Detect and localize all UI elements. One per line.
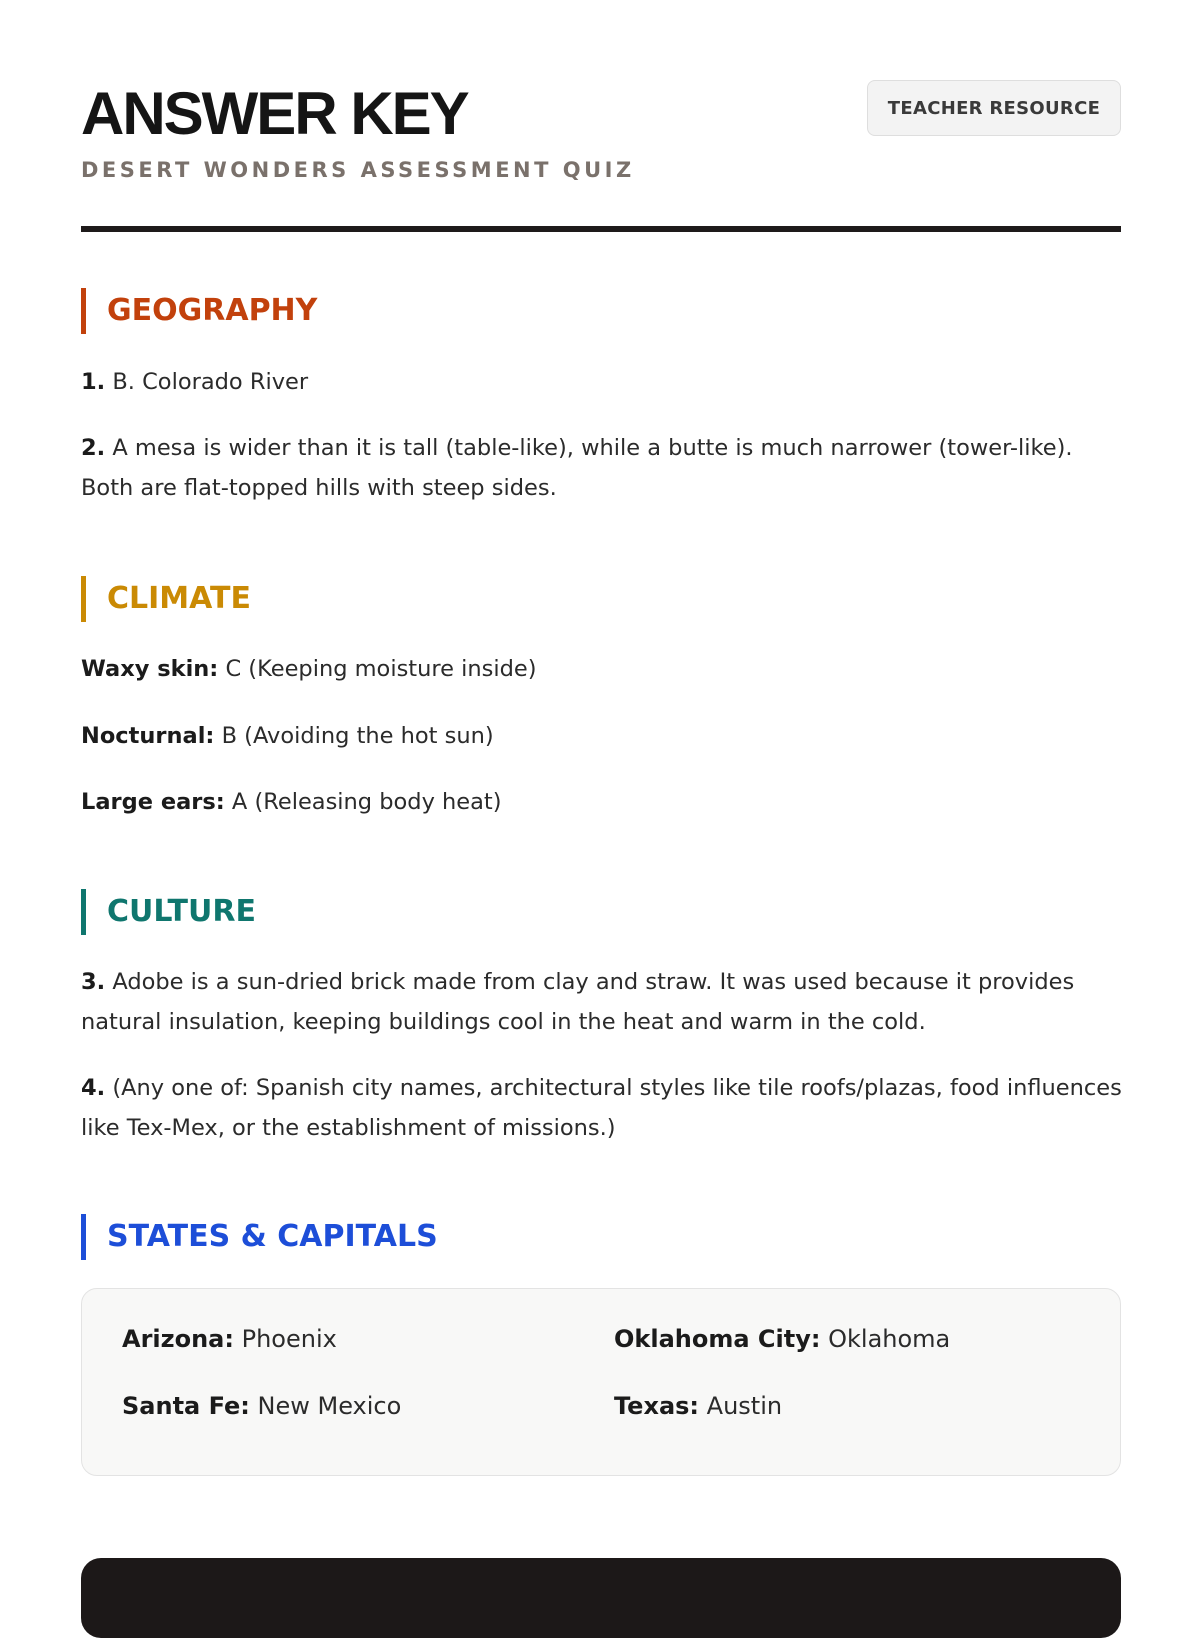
answer-item: [81, 428, 1126, 508]
capital-label: Texas:: [614, 1392, 700, 1420]
answer-item: [81, 649, 1126, 689]
answer-text: A mesa is wider than it is tall (table-like), while a butte is much narrower (tower-like). Both are flat-topped hills with steep sides.: [81, 435, 1073, 501]
section-heading-climate: CLIMATE: [81, 576, 251, 622]
answer-number: 3.: [81, 969, 106, 995]
capital-pair: [122, 1386, 401, 1426]
footer-bar: [81, 1558, 1121, 1638]
answer-text: C (Keeping moisture inside): [218, 656, 537, 682]
section-heading-culture: CULTURE: [81, 889, 256, 935]
states-capitals-box: [81, 1288, 1121, 1476]
capital-pair: [122, 1319, 337, 1359]
answer-item: [81, 962, 1126, 1042]
capital-label: Arizona:: [122, 1325, 234, 1353]
page-header: [81, 80, 1121, 236]
answer-label: Nocturnal:: [81, 723, 215, 749]
answer-text: A (Releasing body heat): [224, 789, 502, 815]
answer-number: 2.: [81, 435, 106, 461]
capital-pair: [614, 1319, 950, 1359]
page-title: ANSWER KEY: [81, 80, 468, 147]
answer-item: [81, 1068, 1126, 1148]
answer-item: [81, 362, 1126, 402]
answer-text: (Any one of: Spanish city names, architectural styles like tile roofs/plazas, food influences like Tex-Mex, or the establishment of missions.): [81, 1075, 1122, 1141]
capital-value: Austin: [699, 1392, 783, 1420]
answer-text: Adobe is a sun-dried brick made from clay and straw. It was used because it provides natural insulation, keeping buildings cool in the heat and warm in the cold.: [81, 969, 1075, 1035]
answer-item: [81, 782, 1126, 822]
answer-number: 4.: [81, 1075, 106, 1101]
answer-text: B (Avoiding the hot sun): [214, 723, 494, 749]
answer-number: 1.: [81, 369, 106, 395]
section-heading-states-capitals: STATES & CAPITALS: [81, 1214, 438, 1260]
answer-label: Waxy skin:: [81, 656, 219, 682]
teacher-resource-badge: TEACHER RESOURCE: [867, 80, 1121, 136]
answer-label: Large ears:: [81, 789, 225, 815]
header-divider: [81, 226, 1121, 232]
answer-text: B. Colorado River: [105, 369, 309, 395]
page-subtitle: DESERT WONDERS ASSESSMENT QUIZ: [81, 158, 635, 182]
answer-item: [81, 716, 1126, 756]
capital-value: Oklahoma: [820, 1325, 951, 1353]
capital-value: New Mexico: [249, 1392, 402, 1420]
section-heading-geography: GEOGRAPHY: [81, 288, 317, 334]
capital-label: Santa Fe:: [122, 1392, 250, 1420]
capital-value: Phoenix: [233, 1325, 337, 1353]
capital-label: Oklahoma City:: [614, 1325, 821, 1353]
capital-pair: [614, 1386, 782, 1426]
